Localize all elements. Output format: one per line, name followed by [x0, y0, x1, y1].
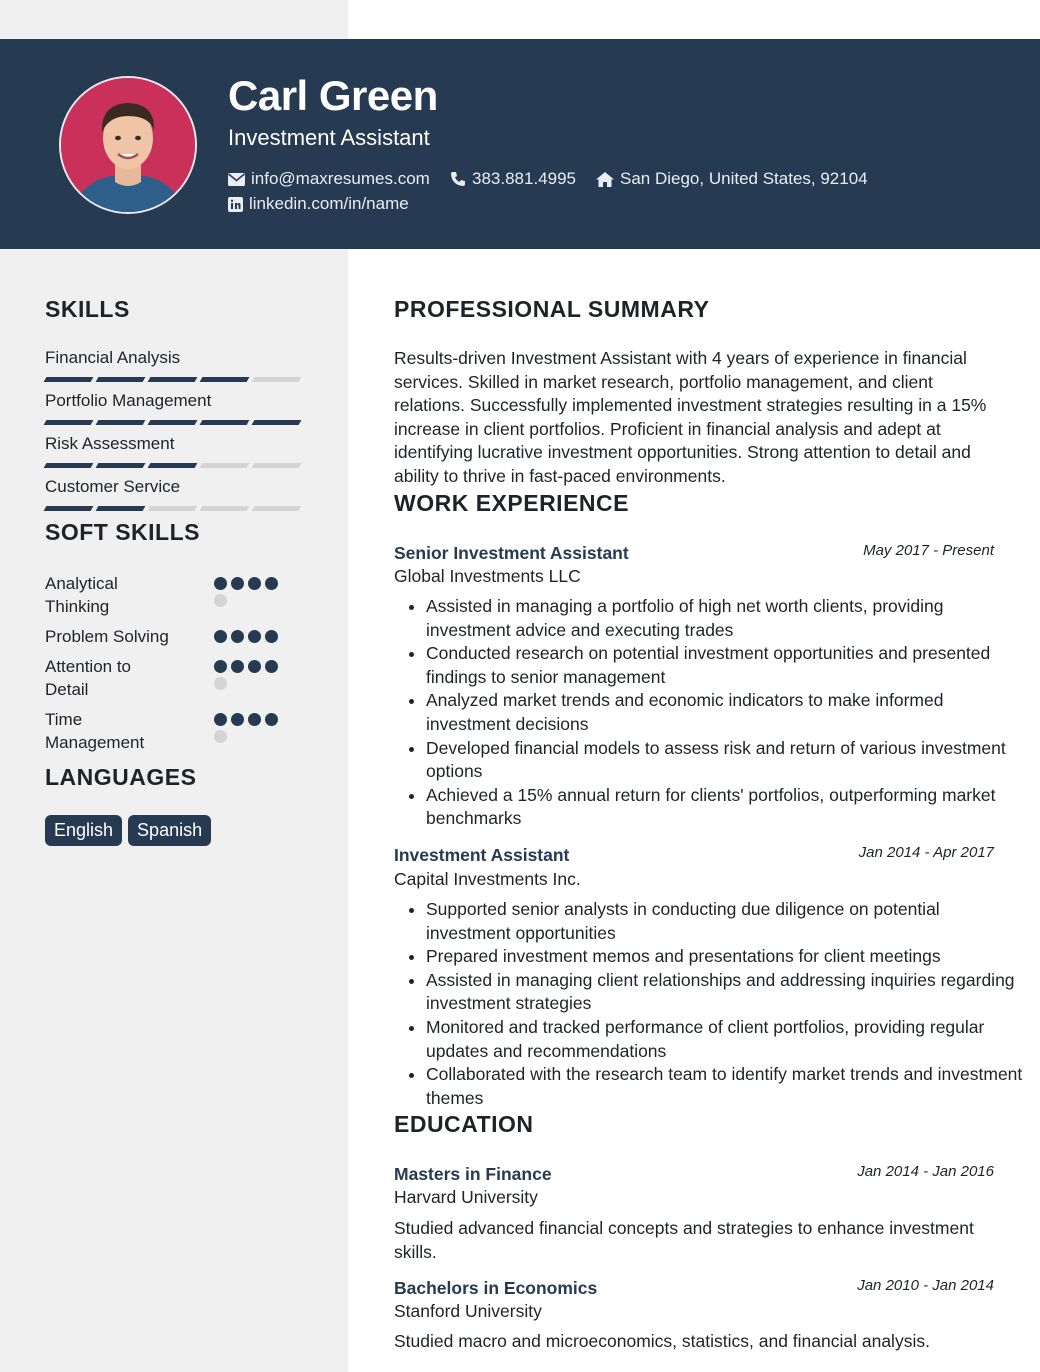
list-item: • Developed financial models to assess risk and return of various investment options [426, 737, 1026, 784]
soft-skill-dots [214, 577, 286, 607]
skill-level-segment [200, 506, 250, 511]
skill-level-segment [96, 420, 146, 425]
skill-level-segment [200, 463, 250, 468]
skill-level-segment [96, 506, 146, 511]
skill-level-segment [148, 506, 198, 511]
languages-heading: LANGUAGES [45, 764, 197, 790]
soft-skill-label: Analytical Thinking [45, 574, 118, 616]
skill-level-dot [265, 713, 278, 726]
skill-label: Customer Service [45, 477, 181, 496]
skill-level-dot [265, 630, 278, 643]
skill-bar [45, 506, 301, 512]
languages-list [45, 815, 211, 846]
list-item: • Assisted in managing a portfolio of high net worth clients, providing investment advice and executing trades [426, 595, 1026, 642]
job-title: Investment Assistant [394, 845, 570, 865]
list-item: • Analyzed market trends and economic indicators to make informed investment decisions [426, 689, 1026, 736]
skill-level-segment [44, 420, 94, 425]
skill-level-dot [214, 713, 227, 726]
skill-level-dot [265, 660, 278, 673]
job-company: Global Investments LLC [394, 566, 581, 586]
skill-level-dot [248, 660, 261, 673]
avatar [59, 76, 197, 214]
degree-title: Masters in Finance [394, 1164, 552, 1184]
skill-level-segment [44, 463, 94, 468]
skill-level-segment [252, 377, 302, 382]
job-date: Jan 2014 - Apr 2017 [858, 844, 994, 861]
summary-text: Results-driven Investment Assistant with 4 years of experience in financial services. Skilled in market research, portfolio management, and client relations. Successfully implemented investment strategies resulting in a 15% increase in client portfolios. Proficient in financial analysis and adept at identifying lucrative investment opportunities. Strong attention to detail and ability to thrive in fast-paced environments. [394, 348, 987, 486]
soft-skill-label: Attention to Detail [45, 657, 132, 699]
language-badge: Spanish [128, 815, 211, 846]
skill-level-dot [214, 577, 227, 590]
linkedin-text: linkedin.com/in/name [249, 194, 409, 213]
skill-level-dot [231, 660, 244, 673]
skill-level-dot [248, 713, 261, 726]
soft-skill-label: Problem Solving [45, 627, 169, 646]
summary-heading: PROFESSIONAL SUMMARY [394, 296, 710, 322]
location-text: San Diego, United States, 92104 [620, 169, 868, 188]
list-item: • Conducted research on potential investment opportunities and presented findings to senior management [426, 642, 1026, 689]
list-item: • Achieved a 15% annual return for clients' portfolios, outperforming market benchmarks [426, 784, 1026, 831]
skill-level-dot [231, 630, 244, 643]
education-date: Jan 2010 - Jan 2014 [857, 1277, 994, 1294]
skill-level-segment [148, 420, 198, 425]
skill-bar [45, 377, 301, 383]
candidate-title: Investment Assistant [228, 125, 430, 150]
list-item: • Supported senior analysts in conducting due diligence on potential investment opportunities [426, 898, 1026, 945]
skill-level-segment [252, 506, 302, 511]
skill-level-dot [214, 730, 227, 743]
skill-level-segment [200, 377, 250, 382]
phone-icon [450, 171, 466, 187]
person-photo [61, 78, 195, 212]
education-description: Studied advanced financial concepts and strategies to enhance investment skills. [394, 1218, 974, 1262]
skill-label: Portfolio Management [45, 391, 212, 410]
soft-skill-dots [214, 713, 286, 743]
experience-heading: WORK EXPERIENCE [394, 490, 629, 516]
list-item: • Prepared investment memos and presentations for client meetings [426, 945, 1026, 969]
soft-skill-dots [214, 630, 286, 643]
skill-level-segment [96, 377, 146, 382]
skill-level-segment [96, 463, 146, 468]
skill-level-segment [44, 377, 94, 382]
job-title: Senior Investment Assistant [394, 543, 629, 563]
school-name: Harvard University [394, 1187, 538, 1207]
envelope-icon [228, 173, 245, 186]
skill-level-segment [252, 463, 302, 468]
list-item: • Monitored and tracked performance of client portfolios, providing regular updates and recommendations [426, 1016, 1026, 1063]
education-heading: EDUCATION [394, 1111, 534, 1137]
skill-level-dot [248, 630, 261, 643]
education-date: Jan 2014 - Jan 2016 [857, 1163, 994, 1180]
email-text: info@maxresumes.com [251, 169, 430, 188]
language-badge: English [45, 815, 122, 846]
skill-label: Risk Assessment [45, 434, 175, 453]
skill-bar [45, 463, 301, 469]
home-icon [596, 172, 614, 187]
soft-skills-heading: SOFT SKILLS [45, 519, 200, 545]
job-bullets [394, 595, 1026, 831]
linkedin-contact[interactable] [228, 194, 409, 214]
linkedin-icon [228, 197, 243, 212]
list-item: • Assisted in managing client relationships and addressing inquiries regarding investment strategies [426, 969, 1026, 1016]
location-contact [596, 169, 868, 189]
skill-level-dot [214, 677, 227, 690]
skill-level-dot [214, 660, 227, 673]
skill-level-segment [148, 463, 198, 468]
skill-level-dot [231, 713, 244, 726]
skill-level-segment [200, 420, 250, 425]
skill-level-segment [44, 506, 94, 511]
skill-level-dot [248, 577, 261, 590]
job-company: Capital Investments Inc. [394, 869, 581, 889]
resume-header [0, 39, 1040, 249]
skill-label: Financial Analysis [45, 348, 181, 367]
skill-level-segment [252, 420, 302, 425]
email-contact[interactable] [228, 169, 430, 189]
skills-heading: SKILLS [45, 296, 130, 322]
list-item: • Collaborated with the research team to identify market trends and investment themes [426, 1063, 1026, 1110]
degree-title: Bachelors in Economics [394, 1278, 598, 1298]
phone-contact[interactable] [450, 169, 576, 189]
soft-skill-dots [214, 660, 286, 690]
school-name: Stanford University [394, 1301, 542, 1321]
skill-level-segment [148, 377, 198, 382]
skill-level-dot [231, 577, 244, 590]
job-bullets [394, 898, 1026, 1110]
phone-text: 383.881.4995 [472, 169, 576, 188]
skill-level-dot [214, 594, 227, 607]
education-description: Studied macro and microeconomics, statistics, and financial analysis. [394, 1331, 930, 1351]
skill-level-dot [214, 630, 227, 643]
job-date: May 2017 - Present [863, 542, 994, 559]
candidate-name: Carl Green [228, 72, 438, 119]
soft-skill-label: Time Management [45, 710, 145, 752]
skill-level-dot [265, 577, 278, 590]
skill-bar [45, 420, 301, 426]
